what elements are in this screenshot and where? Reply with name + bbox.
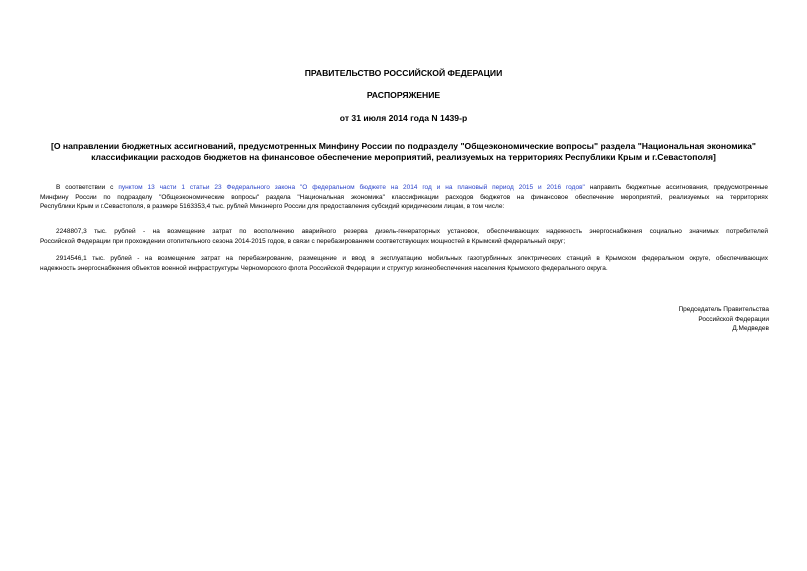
paragraph-gas-turbine-stations [40,254,768,273]
signature-block [678,305,769,334]
document-heading [36,141,771,163]
heading-line-1: [О направлении бюджетных ассигнований, предусмотренных Минфину России по подразделу "Общеэкономические вопросы" раздела "Национальная экономика" [50,141,756,151]
paragraph-1-prefix: В соответствии с [56,184,119,191]
document-type: РАСПОРЯЖЕНИЕ [366,90,441,100]
paragraph-3-line-1: 2914546,1 тыс. рублей - на возмещение затрат на перебазирование, размещение и ввод в эксплуатацию мобильных газотурбинных электрических станций в Крымском федеральном округе, обеспечивающих [56,255,768,262]
paragraph-1-suffix: направить бюджетные ассигнования, предусмотренные [584,184,768,191]
paragraph-1-line-3: Республики Крым и г.Севастополя, в размере 5163353,4 тыс. рублей Минэнерго России для предоставления субсидий юридическим лицам, в том числе: [40,203,505,210]
federal-law-link[interactable]: пунктом 13 части 1 статьи 23 Федерального закона "О федеральном бюджете на 2014 год и на плановый период 2015 и 2016 годов" [118,184,585,191]
paragraph-diesel-generators [40,227,768,246]
signatory-title: Председатель Правительства [678,306,769,313]
document-date-number: от 31 июля 2014 года N 1439-р [339,113,468,123]
paragraph-3-line-2: надежность энергоснабжения объектов военной инфраструктуры Черноморского флота Российской Федерации и структур жизнеобеспечения населения Крымского федерального округа. [40,264,608,272]
signatory-country: Российской Федерации [698,315,769,323]
paragraph-2-line-2: Российской Федерации при прохождении отопительного сезона 2014-2015 годов, в связи с перебазированием соответствующих мощностей в Крымский федеральный округ; [40,237,566,245]
paragraph-1-line-2: Минфину России по подразделу "Общеэкономические вопросы" раздела "Национальная экономика" классификации расходов бюджетов на финансовое обеспечение мероприятий, реализуемых на территориях [40,193,768,201]
paragraph-2-line-1: 2248807,3 тыс. рублей - на возмещение затрат по восполнению аварийного резерва дизель-генераторных установок, обеспечивающих надежность энергоснабжения социально значимых потребителей [56,228,768,235]
government-title: ПРАВИТЕЛЬСТВО РОССИЙСКОЙ ФЕДЕРАЦИИ [304,68,503,78]
heading-line-2: классификации расходов бюджетов на финансовое обеспечение мероприятий, реализуемых на территориях Республики Крым и г.Севастополя] [91,152,716,162]
signatory-name: Д.Медведев [732,325,769,332]
paragraph-1-line-1 [40,183,768,193]
paragraph-allocation [40,183,768,212]
